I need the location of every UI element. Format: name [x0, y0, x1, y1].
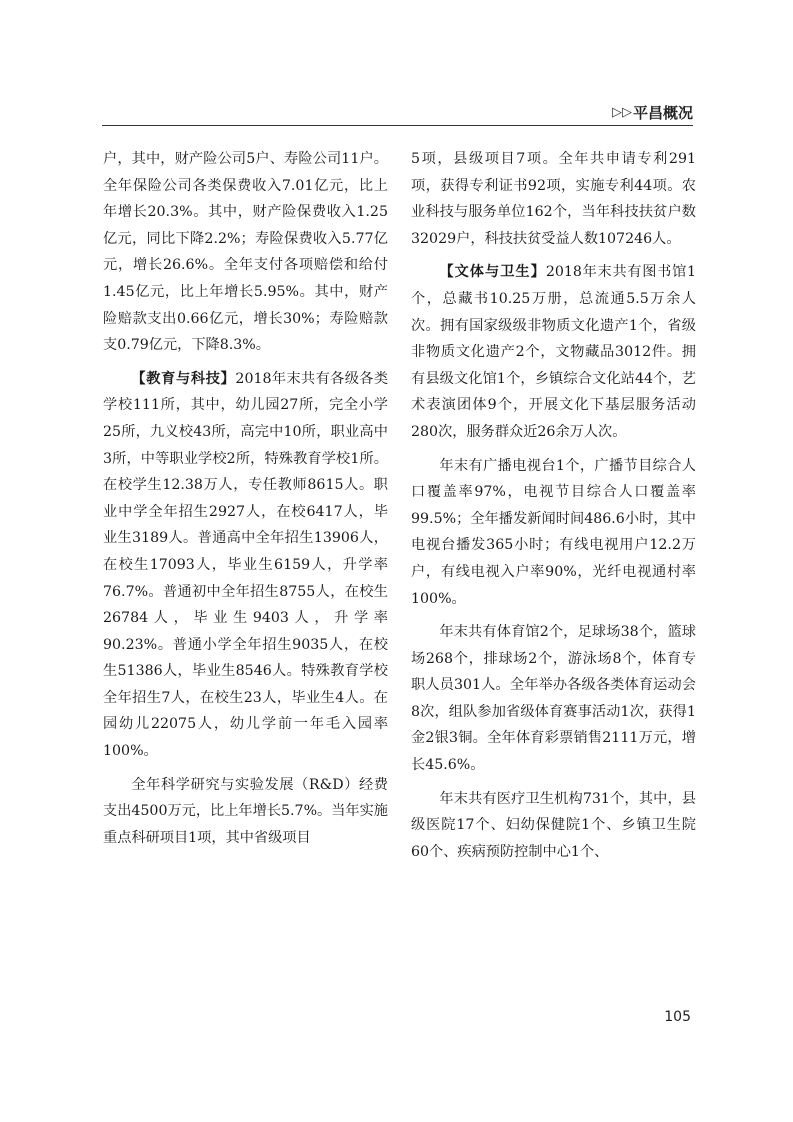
health-paragraph: 年末共有医疗卫生机构731个，其中，县级医院17个、妇幼保健院1个、乡镇卫生院60个、疾病预防控制中心1个、 [411, 790, 696, 860]
education-text: 2018年末共有各级各类学校111所，其中，幼儿园27所，完全小学25所，九义校43所，高完中10所，职业高中3所，中等职业学校2所，特殊教育学校1所。在校学生12.38万人，专任教师8615人。职业中学全年招生2927人，在校6417人，毕业生3189人。普通高中全年招生13906人，在校生17093人，毕业生6159人，升学率76.7%。普通初中全年招生8755人，在校生26784人，毕业生9403人，升学率90.23%。普通小学全年招生9035人，在校生51386人，毕业生8546人。特殊教育学校全年招生7人，在校生23人，毕业生4人。在园幼儿22075人，幼儿学前一年毛入园率100%。 [103, 370, 389, 760]
culture-paragraph [411, 259, 696, 445]
page-number: 105 [664, 1009, 691, 1025]
section-title [612, 102, 693, 123]
education-heading: 【教育与科技】 [131, 370, 236, 387]
section-title-text: 平昌概况 [632, 104, 693, 122]
left-column [103, 146, 388, 858]
culture-text: 2018年末共有图书馆1个，总藏书10.25万册，总流通5.5万余人次。拥有国家级级非物质文化遗产1个，省级非物质文化遗产2个，文物藏品3012件。拥有县级文化馆1个，乡镇综合文化站44个，艺术表演团体9个，开展文化下基层服务活动280次，服务群众近26余万人次。 [411, 264, 696, 440]
patent-paragraph: 5项，县级项目7项。全年共申请专利291项，获得专利证书92项，实施专利44项。农业科技与服务单位162个，当年科技扶贫户数32029户，科技扶贫受益人数107246人。 [411, 151, 696, 247]
double-triangle-icon: ▷▷ [611, 105, 632, 120]
culture-heading: 【文体与卫生】 [439, 264, 546, 281]
rnd-paragraph: 全年科学研究与实验发展（R&D）经费支出4500万元，比上年增长5.7%。当年实施重点科研项目1项，其中省级项目 [103, 776, 388, 846]
education-paragraph [103, 366, 388, 765]
running-header [102, 100, 693, 126]
header-rule [102, 125, 693, 126]
sports-paragraph: 年末共有体育馆2个，足球场38个，篮球场268个，排球场2个，游泳场8个，体育专职人员301人。全年举办各级各类体育运动会8次，组队参加省级体育赛事活动1次，获得1金2银3铜。全年体育彩票销售2111万元，增长45.6%。 [411, 624, 696, 774]
broadcast-paragraph: 年末有广播电视台1个，广播节目综合人口覆盖率97%，电视节目综合人口覆盖率99.5%；全年播发新闻时间486.6小时，其中电视台播发365小时；有线电视用户12.2万户，有线电视入户率90%，光纤电视通村率100%。 [411, 457, 696, 607]
right-column [411, 146, 696, 872]
insurance-paragraph: 户，其中，财产险公司5户、寿险公司11户。全年保险公司各类保费收入7.01亿元，比上年增长20.3%。其中，财产险保费收入1.25亿元，同比下降2.2%；寿险保费收入5.77亿元，增长26.6%。全年支付各项赔偿和给付1.45亿元，比上年增长5.95%。其中，财产险赔款支出0.66亿元，增长30%；寿险赔款支0.79亿元，下降8.3%。 [103, 151, 388, 354]
